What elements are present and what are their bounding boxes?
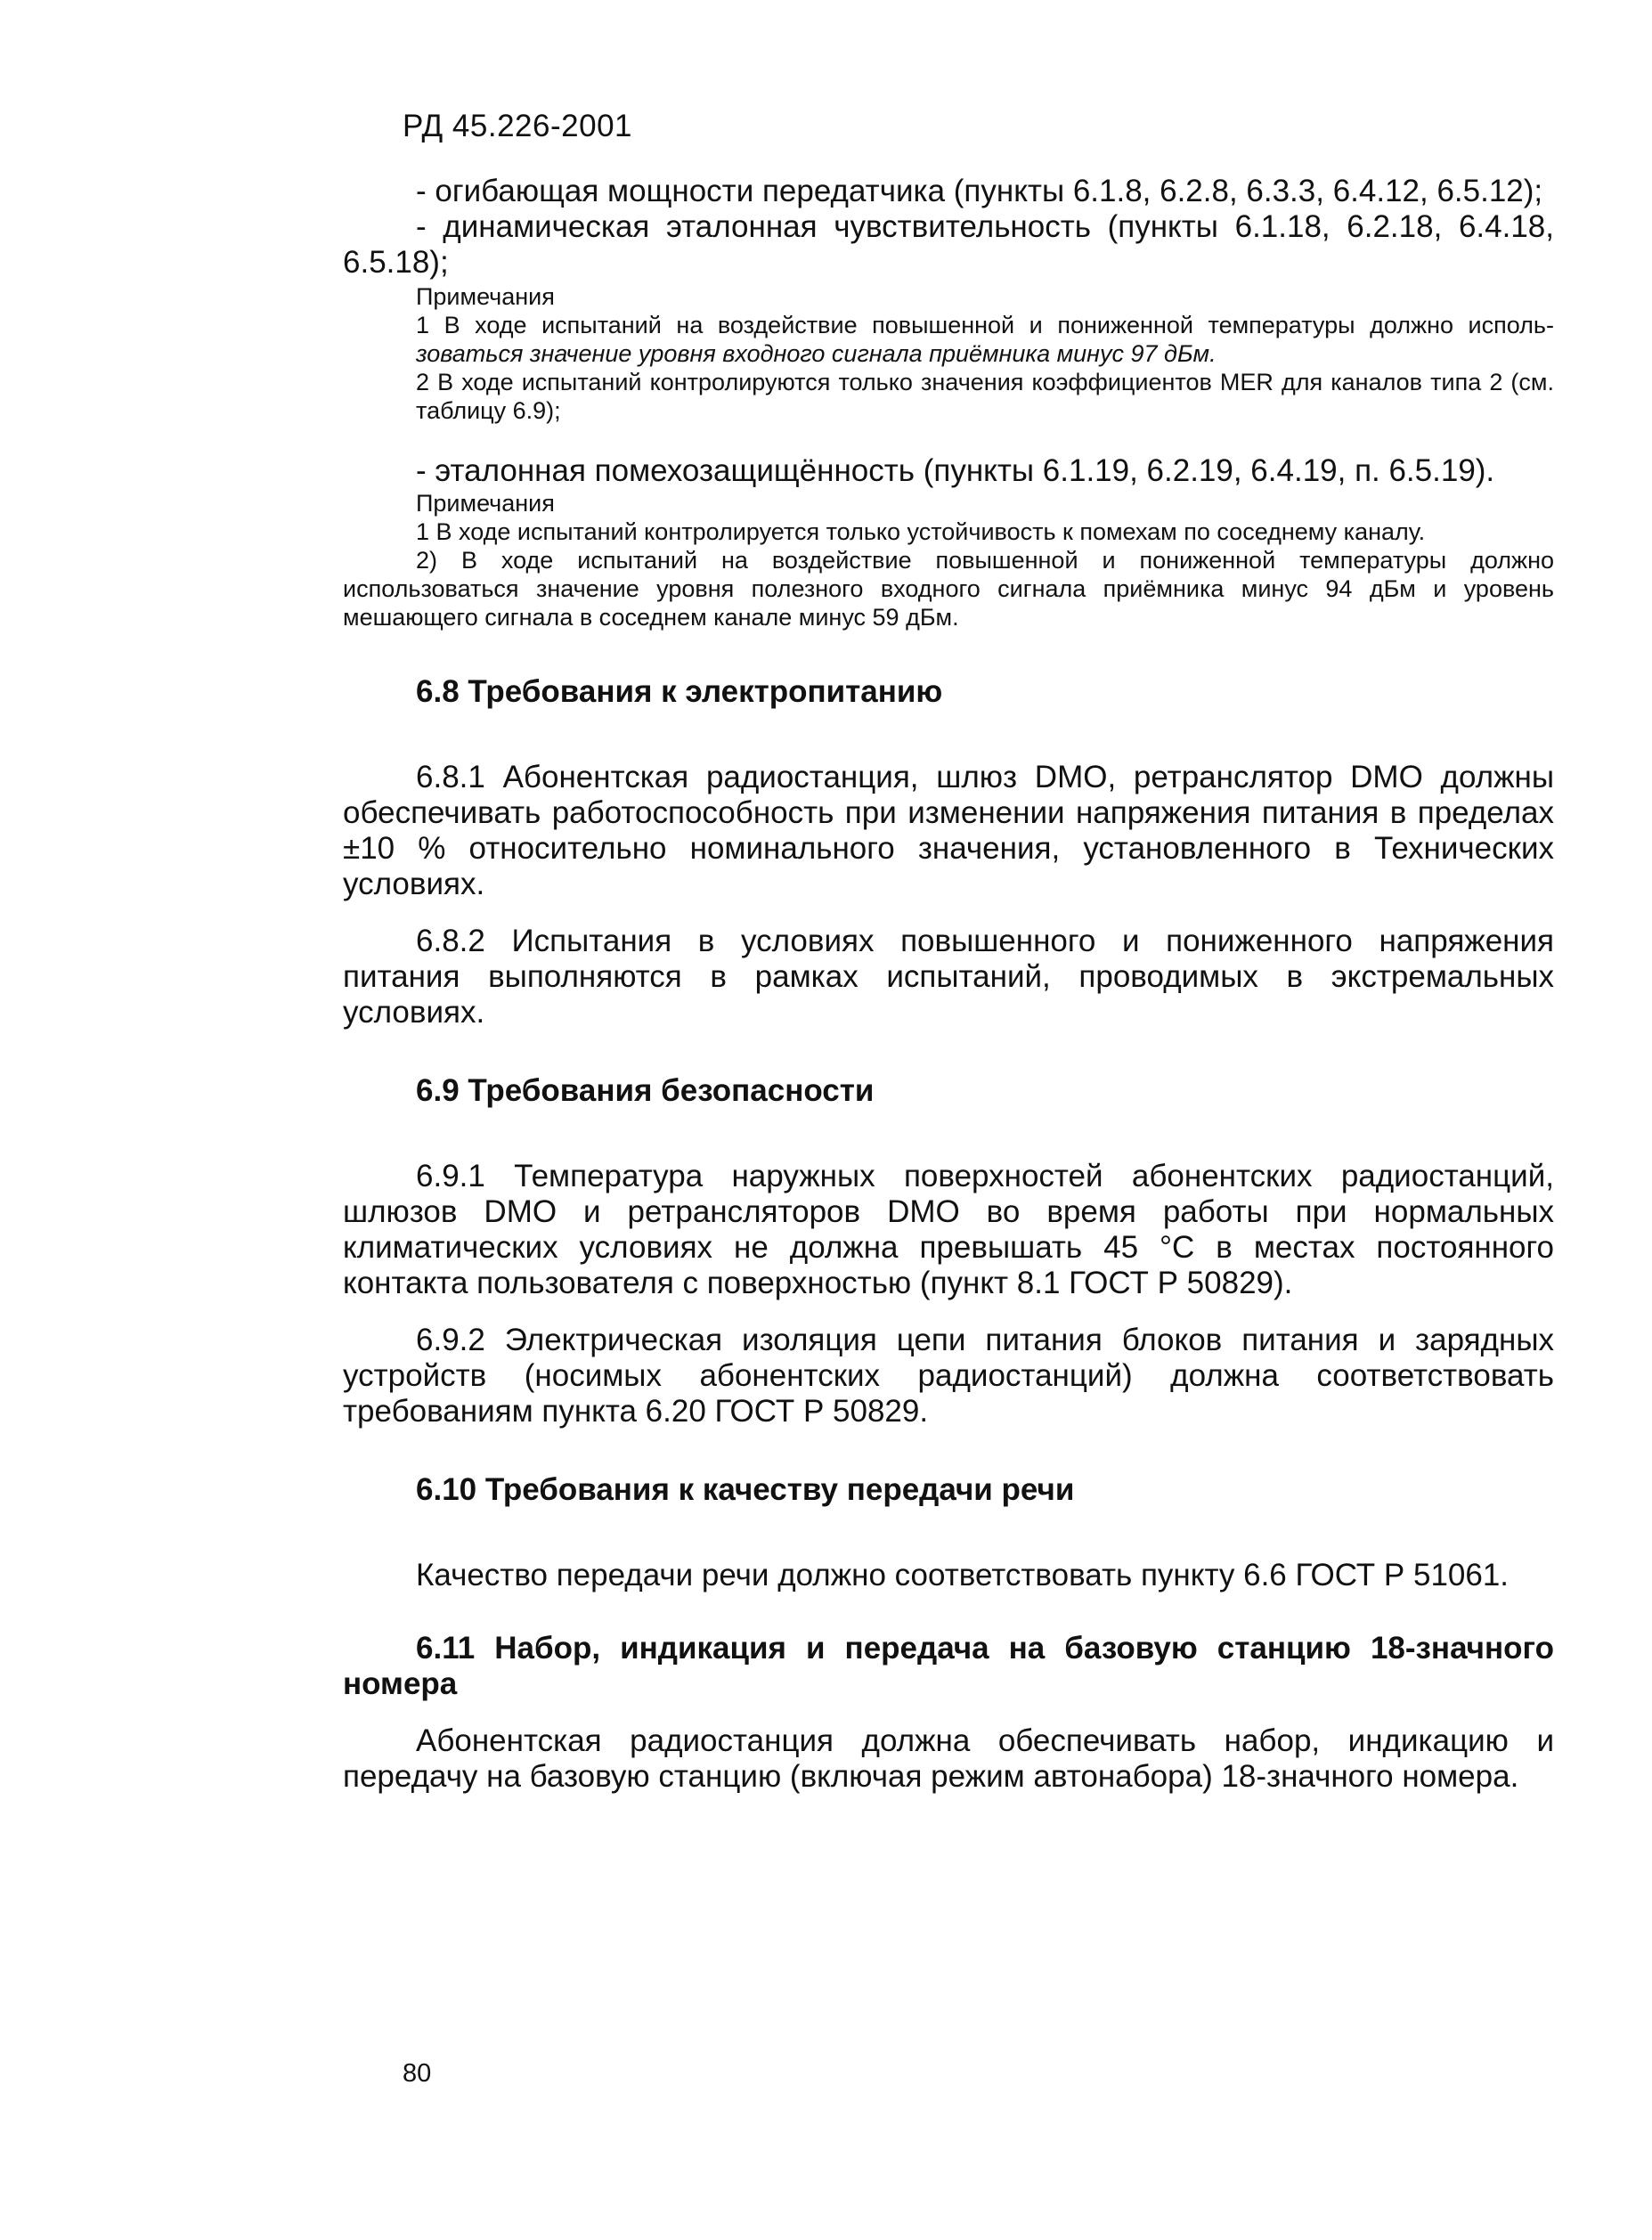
list-item-power-envelope: - огибающая мощности передатчика (пункты 6.1.8, 6.2.8, 6.3.3, 6.4.12, 6.5.12); (416, 174, 1543, 208)
document-id-header: РД 45.226-2001 (403, 109, 632, 143)
paragraph-6-9-2: 6.9.2 Электрическая изоляция цепи питания блоков питания и зарядных устройств (носимых абонентских радиостанций) должна соответствовать требованиям пункта 6.20 ГОСТ Р 50829. (343, 1323, 1554, 1429)
list-item-dynamic-sensitivity: - динамическая эталонная чувствительность (пункты 6.1.18, 6.2.18, 6.4.18, 6.5.18); (343, 209, 1554, 280)
paragraph-6-11: Абонентская радиостанция должна обеспечивать набор, индикацию и передачу на базовую станцию (включая режим автонабора) 18-значного номера. (343, 1723, 1554, 1794)
note-2-mer: 2 В ходе испытаний контролируются только значения коэффициентов MER для каналов типа 2 (см. таблицу 6.9); (416, 369, 1554, 424)
list-item-interference-immunity: - эталонная помехозащищённость (пункты 6.1.19, 6.2.19, 6.4.19, п. 6.5.19). (416, 453, 1495, 488)
note-adjacent-channel: 1 В ходе испытаний контролируется только устойчивость к помехам по соседнему каналу. (416, 518, 1426, 545)
section-heading-6-11: 6.11 Набор, индикация и передача на базовую станцию 18-значного номера (343, 1631, 1554, 1701)
paragraph-6-8-1: 6.8.1 Абонентская радиостанция, шлюз DMO, ретранслятор DMO должны обеспечивать работоспособность при изменении напряжения питания в пределах ±10 % относительно номинального значения, установленного в Технических условиях. (343, 760, 1554, 901)
paragraph-6-9-1: 6.9.1 Температура наружных поверхностей абонентских радиостанций, шлюзов DMO и ретрансляторов DMO во время работы при нормальных климатических условиях не должна превышать 45 °C в местах постоянного контакта пользователя с поверхностью (пункт 8.1 ГОСТ Р 50829). (343, 1159, 1554, 1300)
paragraph-6-8-2: 6.8.2 Испытания в условиях повышенного и пониженного напряжения питания выполняются в рамках испытаний, проводимых в экстремальных условиях. (343, 924, 1554, 1030)
notes-title-1: Примечания (416, 283, 555, 310)
note-1-text-a: 1 В ходе испытаний на воздействие повышенной и пониженной температуры должно исполь- (416, 312, 1554, 338)
section-heading-6-10: 6.10 Требования к качеству передачи речи (416, 1472, 1075, 1507)
note-temperature-signal-levels: 2) В ходе испытаний на воздействие повышенной и пониженной температуры должно использоваться значение уровня полезного входного сигнала приёмника минус 94 дБм и уровень мешающего сигнала в соседнем канале минус 59 дБм. (343, 547, 1554, 631)
page-content (343, 174, 1554, 1795)
note-1-text-b: зоваться значение уровня входного сигнала приёмника минус 97 дБм. (416, 340, 1217, 367)
note-1-temperature (416, 311, 1554, 368)
section-heading-6-9: 6.9 Требования безопасности (416, 1073, 875, 1108)
page-number: 80 (403, 2059, 432, 2088)
notes-title-2: Примечания (416, 490, 555, 517)
paragraph-6-10: Качество передачи речи должно соответствовать пункту 6.6 ГОСТ Р 51061. (416, 1558, 1510, 1592)
section-heading-6-8: 6.8 Требования к электропитанию (416, 674, 943, 709)
